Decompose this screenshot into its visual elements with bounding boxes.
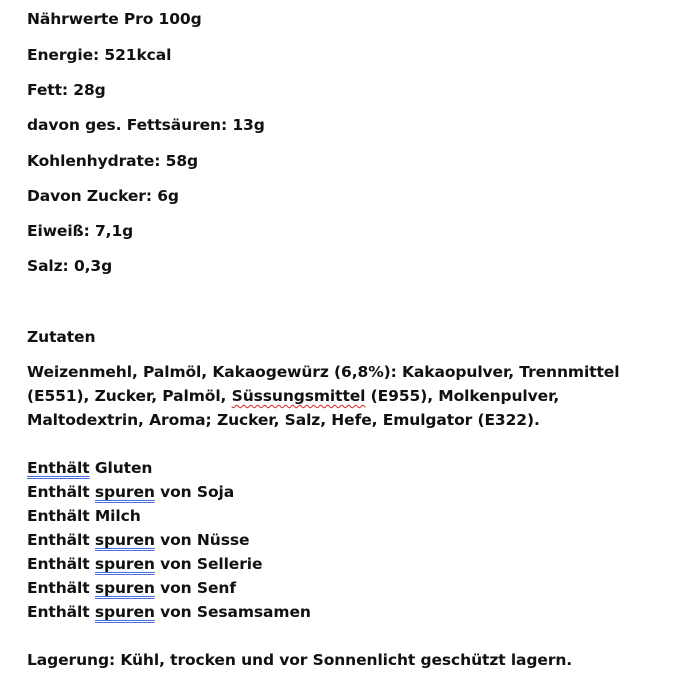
allergen-milk: Milch — [89, 507, 141, 525]
fat-line: Fett: 28g — [27, 81, 106, 99]
allergen-line-nuts — [27, 530, 249, 550]
spellcheck-word-traces[interactable]: spuren — [94, 483, 155, 501]
spellcheck-word-contains[interactable]: Enthält — [27, 459, 90, 477]
saturated-fat-line: davon ges. Fettsäuren: 13g — [27, 116, 265, 134]
spellcheck-word-traces[interactable]: spuren — [94, 555, 155, 573]
protein-line: Eiweiß: 7,1g — [27, 222, 134, 240]
nutrition-heading: Nährwerte Pro 100g — [27, 10, 202, 28]
ingredients-part-1: Weizenmehl, Palmöl, Kakaogewürz (6,8%): Kakaopulver, Trennmittel (E551), Zucker, Palmöl, — [27, 363, 620, 405]
allergen-nuts: Nüsse — [196, 531, 250, 549]
spellcheck-word-traces[interactable]: spuren — [94, 579, 155, 597]
of-word: von — [154, 531, 197, 549]
of-word: von — [154, 555, 197, 573]
allergen-gluten: Gluten — [89, 459, 153, 477]
allergen-mustard: Senf — [196, 579, 236, 597]
contains-word: Enthält — [27, 555, 90, 573]
allergen-line-gluten — [27, 458, 152, 478]
allergen-celery: Sellerie — [196, 555, 263, 573]
ingredients-part-3: (E955), Molkenpulver, Maltodextrin, Aroma; Zucker, Salz, Hefe, Emulgator (E322). — [27, 387, 560, 429]
salt-line: Salz: 0,3g — [27, 257, 113, 275]
contains-word: Enthält — [27, 531, 90, 549]
carbs-line: Kohlenhydrate: 58g — [27, 152, 199, 170]
energy-line: Energie: 521kcal — [27, 46, 172, 64]
contains-word: Enthält — [27, 507, 90, 525]
allergen-line-milk — [27, 506, 141, 526]
spellcheck-word-sweetener[interactable]: Süssungsmittel — [231, 387, 366, 405]
spellcheck-word-traces[interactable]: spuren — [94, 603, 155, 621]
contains-word: Enthält — [27, 579, 90, 597]
ingredients-text — [27, 360, 667, 432]
allergen-line-soy — [27, 482, 234, 502]
contains-word: Enthält — [27, 603, 90, 621]
allergen-line-sesame — [27, 602, 311, 622]
allergen-line-mustard — [27, 578, 236, 598]
spellcheck-word-traces[interactable]: spuren — [94, 531, 155, 549]
allergen-soy: Soja — [196, 483, 235, 501]
allergen-line-celery — [27, 554, 262, 574]
allergen-sesame: Sesamsamen — [196, 603, 311, 621]
of-word: von — [154, 579, 197, 597]
of-word: von — [154, 603, 197, 621]
of-word: von — [154, 483, 197, 501]
sugar-line: Davon Zucker: 6g — [27, 187, 179, 205]
contains-word: Enthält — [27, 483, 90, 501]
storage-line: Lagerung: Kühl, trocken und vor Sonnenlicht geschützt lagern. — [27, 651, 573, 669]
ingredients-heading: Zutaten — [27, 328, 96, 346]
